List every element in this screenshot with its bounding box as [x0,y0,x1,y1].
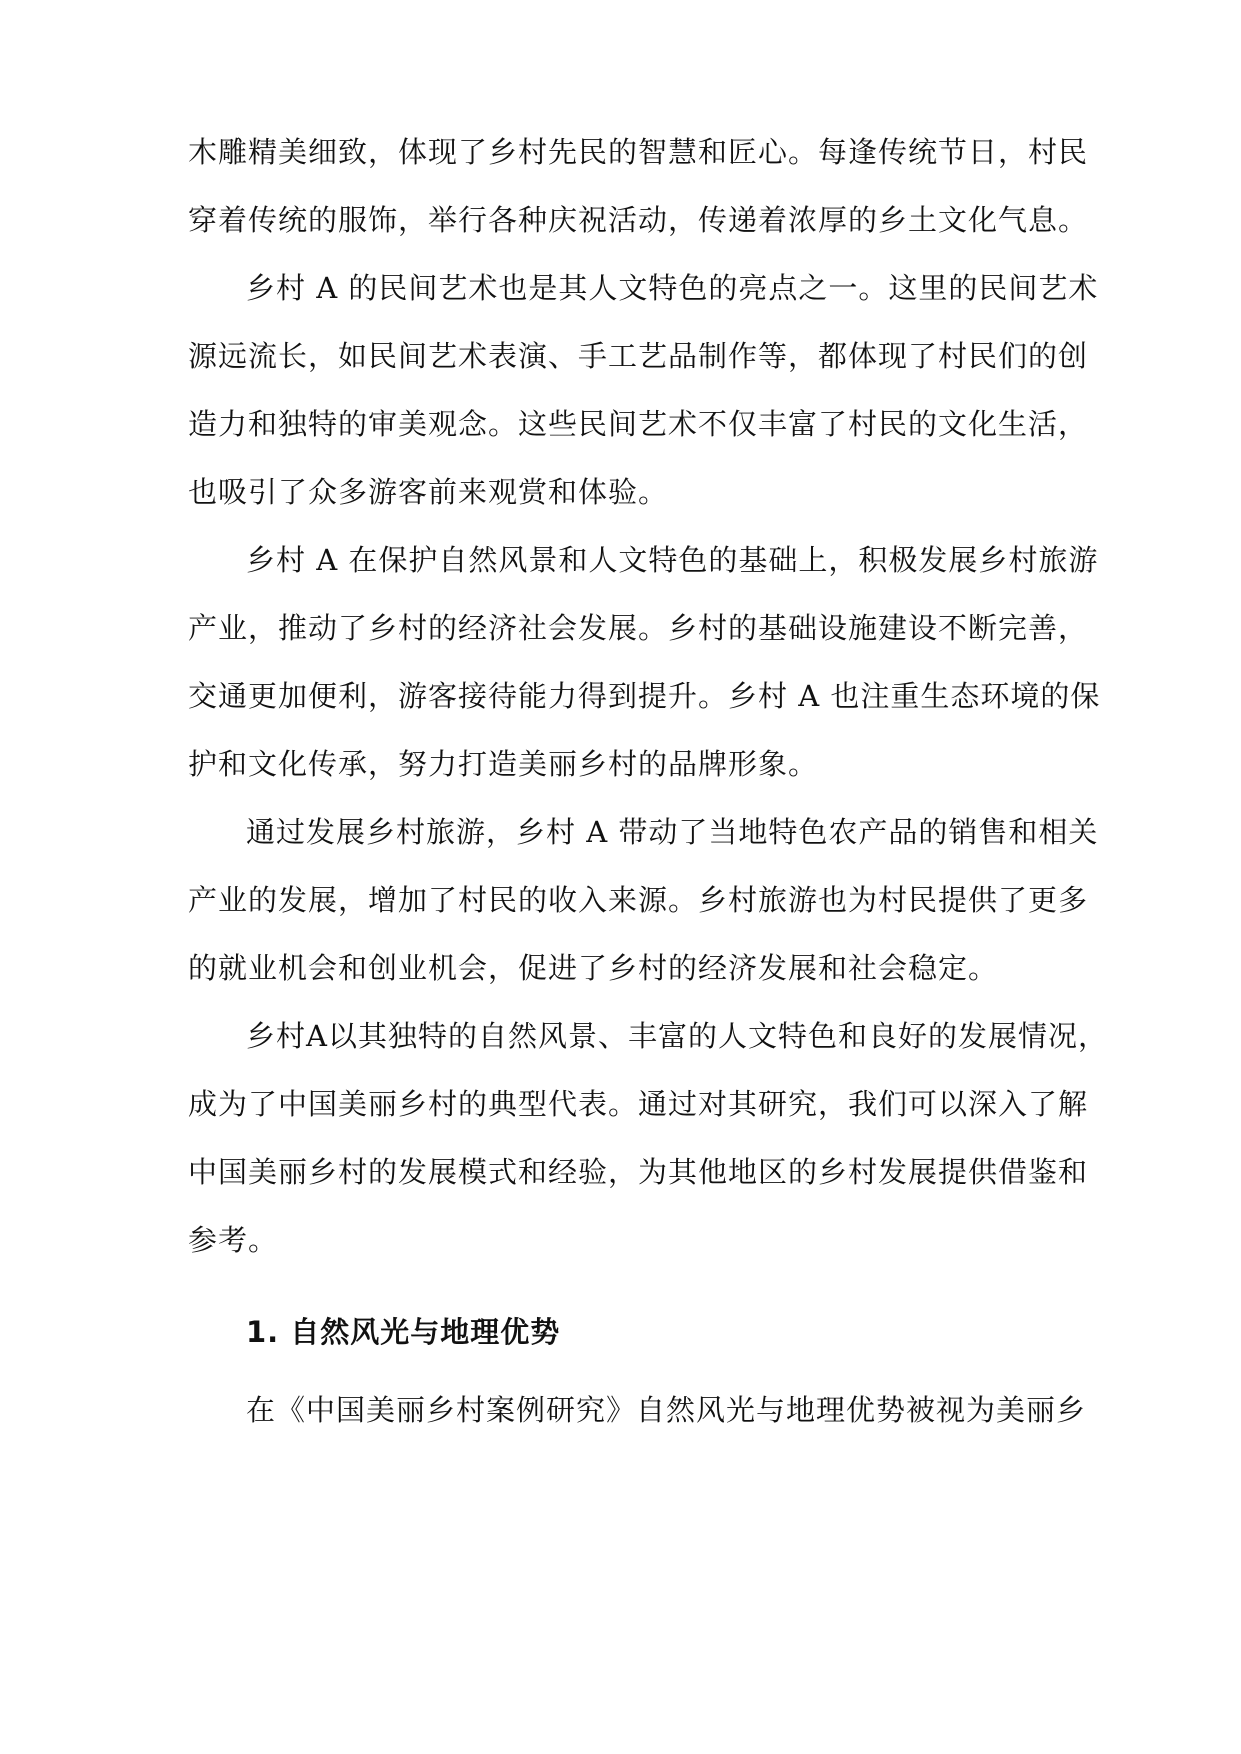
paragraph-start-line: 通过发展乡村旅游，乡村 A 带动了当地特色农产品的销售和相关 [246,815,1099,849]
text-line: 产业，推动了乡村的经济社会发展。乡村的基础设施建设不断完善， [188,611,1089,645]
text-line: 交通更加便利，游客接待能力得到提升。乡村 A 也注重生态环境的保 [188,679,1101,713]
text-line: 中国美丽乡村的发展模式和经验，为其他地区的乡村发展提供借鉴和 [188,1155,1089,1189]
text-line: 造力和独特的审美观念。这些民间艺术不仅丰富了村民的文化生活， [188,407,1089,441]
text-line: 也吸引了众多游客前来观赏和体验。 [188,475,669,509]
paragraph-start-line: 乡村A以其独特的自然风景、丰富的人文特色和良好的发展情况， [246,1019,1108,1053]
paragraph-start-line: 乡村 A 的民间艺术也是其人文特色的亮点之一。这里的民间艺术 [246,271,1099,305]
text-line: 源远流长，如民间艺术表演、手工艺品制作等，都体现了村民们的创 [188,339,1089,373]
text-line: 穿着传统的服饰，举行各种庆祝活动，传递着浓厚的乡土文化气息。 [188,203,1089,237]
text-line: 的就业机会和创业机会，促进了乡村的经济发展和社会稳定。 [188,951,999,985]
text-line: 参考。 [188,1223,279,1257]
text-line: 护和文化传承，努力打造美丽乡村的品牌形象。 [188,747,819,781]
paragraph-start-line: 乡村 A 在保护自然风景和人文特色的基础上，积极发展乡村旅游 [246,543,1099,577]
section-heading: 1. 自然风光与地理优势 [246,1315,561,1349]
paragraph-start-line: 在《中国美丽乡村案例研究》自然风光与地理优势被视为美丽乡 [246,1393,1087,1427]
text-line: 成为了中国美丽乡村的典型代表。通过对其研究，我们可以深入了解 [188,1087,1089,1121]
text-line: 木雕精美细致，体现了乡村先民的智慧和匠心。每逢传统节日，村民 [188,135,1089,169]
text-line: 产业的发展，增加了村民的收入来源。乡村旅游也为村民提供了更多 [188,883,1089,917]
